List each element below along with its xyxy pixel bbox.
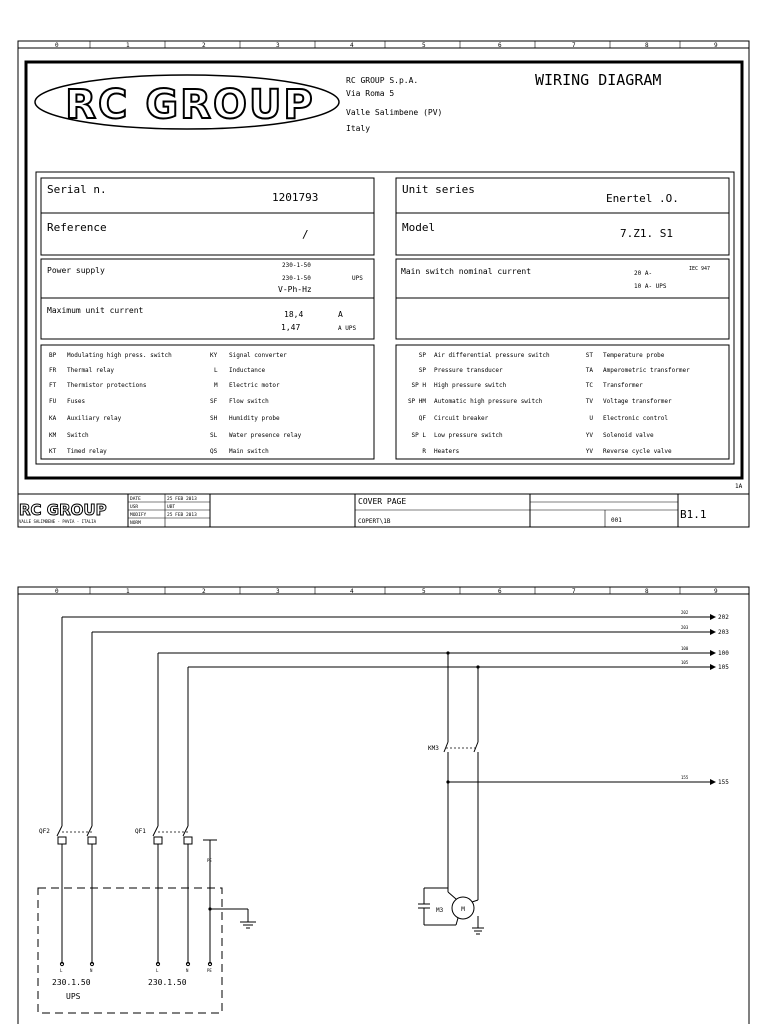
legend-row xyxy=(419,352,665,359)
company-address xyxy=(346,76,442,133)
legend-desc: Fuses xyxy=(67,398,86,405)
breaker-qf1 xyxy=(135,653,192,964)
wire-label: 203 xyxy=(718,629,729,636)
legend-desc: Main switch xyxy=(229,448,269,455)
legend-row xyxy=(412,382,644,389)
legend-desc: Electric motor xyxy=(229,382,280,389)
reference-label: Reference xyxy=(47,221,107,234)
max-current-2-unit: A UPS xyxy=(338,325,357,332)
ruler-tick: 8 xyxy=(645,42,649,49)
motor-symbol: M xyxy=(461,906,465,913)
legend-desc: Transformer xyxy=(603,382,643,389)
company-country: Italy xyxy=(346,124,371,133)
legend-code: KA xyxy=(49,415,57,422)
qf2-label: QF2 xyxy=(39,828,50,835)
legend-desc: Thermal relay xyxy=(67,367,114,374)
wire-label: 100 xyxy=(718,650,729,657)
ruler-tick: 8 xyxy=(645,588,649,595)
doc-title: WIRING DIAGRAM xyxy=(535,71,662,89)
ruler-tick: 0 xyxy=(55,42,59,49)
legend-desc: Thermistor protections xyxy=(67,382,147,389)
legend-code: QS xyxy=(210,448,218,455)
legend-row xyxy=(49,448,269,455)
legend-code: KT xyxy=(49,448,57,455)
footer-row-label: MODIFY xyxy=(130,513,147,518)
legend-row xyxy=(412,432,654,439)
main-switch-line2: 10 A- UPS xyxy=(634,283,667,290)
serial-value: 1201793 xyxy=(272,191,319,204)
legend-left xyxy=(49,352,302,455)
legend-code: FT xyxy=(49,382,57,389)
km3-label: KM3 xyxy=(428,745,439,752)
protective-earth xyxy=(203,840,256,964)
legend-code: TV xyxy=(585,398,593,405)
legend-desc: Circuit breaker xyxy=(434,415,489,422)
legend-code: L xyxy=(214,367,218,374)
max-current-1-unit: A xyxy=(338,310,343,319)
legend-code: FR xyxy=(49,367,57,374)
ruler-tick: 1 xyxy=(126,588,130,595)
legend-desc: Signal converter xyxy=(229,352,287,359)
sheet-cover-page xyxy=(18,41,749,527)
legend-desc: Amperometric transformer xyxy=(603,367,690,374)
footer-row-value: UBT xyxy=(167,505,176,510)
legend-code: TA xyxy=(585,367,593,374)
supply-ups-note: UPS xyxy=(66,992,81,1001)
legend-code: TC xyxy=(585,382,593,389)
legend-code: KY xyxy=(210,352,218,359)
legend-desc: Modulating high press. switch xyxy=(67,352,172,359)
main-switch-label: Main switch nominal current xyxy=(401,267,532,276)
model-value: 7.Z1. S1 xyxy=(620,227,673,240)
legend-code: FU xyxy=(49,398,57,405)
terminal-label: N xyxy=(186,968,189,973)
contactor-km3 xyxy=(428,651,480,900)
legend-code: SL xyxy=(210,432,218,439)
legend-row xyxy=(419,415,669,422)
legend-row xyxy=(419,367,690,374)
ruler-tick: 3 xyxy=(276,42,280,49)
wire-tag: 203 xyxy=(681,625,689,630)
wire-tag: 202 xyxy=(681,610,689,615)
legend-desc: Reverse cycle valve xyxy=(603,448,672,455)
model-label: Model xyxy=(402,221,436,234)
legend-code: M xyxy=(214,382,218,389)
serial-label: Serial n. xyxy=(47,183,107,196)
wire-tag: 105 xyxy=(681,660,689,665)
sheet-ref: 1A xyxy=(735,483,743,490)
legend-desc: High pressure switch xyxy=(434,382,507,389)
legend-desc: Low pressure switch xyxy=(434,432,503,439)
legend-row xyxy=(49,367,266,374)
legend-desc: Timed relay xyxy=(67,448,107,455)
max-current-2: 1,47 xyxy=(281,323,301,332)
legend-code: YV xyxy=(585,448,593,455)
ruler-tick: 7 xyxy=(572,42,576,49)
power-supply-ups: UPS xyxy=(352,275,363,282)
ruler-tick: 7 xyxy=(572,588,576,595)
title-block xyxy=(18,494,749,527)
m3-label: M3 xyxy=(436,907,444,914)
wire-tag: 100 xyxy=(681,646,689,651)
ruler-tick: 2 xyxy=(202,42,206,49)
ruler-tick: 6 xyxy=(498,42,502,49)
company-name: RC GROUP S.p.A. xyxy=(346,76,419,85)
legend-code: SP xyxy=(418,352,426,359)
power-supply-line1: 230-1-50 xyxy=(282,262,311,269)
legend-desc: Automatic high pressure switch xyxy=(434,398,543,405)
legend-row xyxy=(49,398,269,405)
ruler-tick: 0 xyxy=(55,588,59,595)
wire-tag: 155 xyxy=(681,775,689,780)
ruler-tick: 5 xyxy=(422,588,426,595)
breaker-qf2 xyxy=(39,617,96,964)
legend-code: QF xyxy=(418,415,426,422)
wire-label: 105 xyxy=(718,664,729,671)
legend-desc: Solenoid valve xyxy=(603,432,654,439)
ruler-tick: 4 xyxy=(350,42,354,49)
legend-code: SP L xyxy=(411,432,426,439)
footer-row-value: 25 FEB 2013 xyxy=(167,497,197,502)
reference-value: / xyxy=(302,228,309,241)
legend-desc: Inductance xyxy=(229,367,266,374)
ruler-tick: 4 xyxy=(350,588,354,595)
main-switch-line1: 20 A- xyxy=(634,270,653,277)
legend-desc: Switch xyxy=(67,432,89,439)
wire-label: 155 xyxy=(718,779,729,786)
terminal-label: L xyxy=(60,968,63,973)
ruler-tick: 3 xyxy=(276,588,280,595)
footer-sheet: B1.1 xyxy=(680,508,707,521)
ruler-tick: 9 xyxy=(714,588,718,595)
ruler-tick: 5 xyxy=(422,42,426,49)
legend-row xyxy=(49,352,287,359)
legend-code: R xyxy=(422,448,426,455)
legend-row xyxy=(49,415,280,422)
legend-desc: Water presence relay xyxy=(229,432,302,439)
terminal-label: PE xyxy=(207,968,212,973)
footer-logo: RC GROUP xyxy=(19,501,107,519)
max-current-label: Maximum unit current xyxy=(47,306,144,315)
footer-title: COVER PAGE xyxy=(358,497,407,506)
legend-code: U xyxy=(589,415,593,422)
legend-desc: Temperature probe xyxy=(603,352,665,359)
sheet-power-circuit xyxy=(18,587,749,1024)
legend-code: SF xyxy=(210,398,218,405)
terminal-label: L xyxy=(156,968,159,973)
legend-code: SH xyxy=(210,415,218,422)
pe-label: PE xyxy=(207,858,212,863)
supply-ups-voltage: 230.1.50 xyxy=(52,978,91,987)
legend-row xyxy=(408,398,672,405)
ruler-tick: 9 xyxy=(714,42,718,49)
legend-desc: Flow switch xyxy=(229,398,269,405)
legend-desc: Pressure transducer xyxy=(434,367,503,374)
legend-desc: Heaters xyxy=(434,448,460,455)
legend-code: KM xyxy=(49,432,57,439)
bus-wires xyxy=(62,610,729,786)
footer-row-label: DATE xyxy=(130,497,141,502)
power-supply-units: V-Ph-Hz xyxy=(278,285,312,294)
company-street: Via Roma 5 xyxy=(346,89,395,98)
terminal-box xyxy=(38,888,222,1013)
main-switch-iec: IEC 947 xyxy=(689,266,711,272)
legend-desc: Auxiliary relay xyxy=(67,415,122,422)
power-supply-line2: 230-1-50 xyxy=(282,275,311,282)
legend-code: SP H xyxy=(411,382,426,389)
footer-address: VALLE SALIMBENE - PAVIA - ITALIA xyxy=(19,519,97,524)
ruler-tick: 6 xyxy=(498,588,502,595)
legend-desc: Electronic control xyxy=(603,415,669,422)
max-current-1: 18,4 xyxy=(284,310,304,319)
company-logo xyxy=(35,75,339,129)
motor-m3 xyxy=(418,888,484,934)
legend-code: BP xyxy=(49,352,57,359)
footer-row-value: 25 FEB 2013 xyxy=(167,513,197,518)
legend-row xyxy=(49,432,302,439)
supply-main-voltage: 230.1.50 xyxy=(148,978,187,987)
wire-label: 202 xyxy=(718,614,729,621)
legend-row xyxy=(49,382,280,389)
legend-code: YV xyxy=(585,432,593,439)
ruler-tick: 2 xyxy=(202,588,206,595)
legend-row xyxy=(422,448,672,455)
legend-desc: Air differential pressure switch xyxy=(434,352,550,359)
legend-right xyxy=(408,352,690,455)
company-city: Valle Salimbene (PV) xyxy=(346,108,443,117)
power-supply-label: Power supply xyxy=(47,266,105,275)
legend-desc: Humidity probe xyxy=(229,415,280,422)
footer-code: 001 xyxy=(611,517,622,524)
unit-series-value: Enertel .O. xyxy=(606,192,679,205)
logo-text: RC GROUP xyxy=(65,82,315,128)
legend-code: SP xyxy=(418,367,426,374)
legend-desc: Voltage transformer xyxy=(603,398,672,405)
ruler-tick: 1 xyxy=(126,42,130,49)
footer-row-label: USR xyxy=(130,505,139,510)
footer-file: COPERT\1B xyxy=(358,518,391,525)
unit-series-label: Unit series xyxy=(402,183,475,196)
legend-code: ST xyxy=(585,352,593,359)
qf1-label: QF1 xyxy=(135,828,146,835)
legend-code: SP HM xyxy=(407,398,426,405)
footer-row-label: NORM xyxy=(130,521,141,526)
terminal-label: N xyxy=(90,968,93,973)
